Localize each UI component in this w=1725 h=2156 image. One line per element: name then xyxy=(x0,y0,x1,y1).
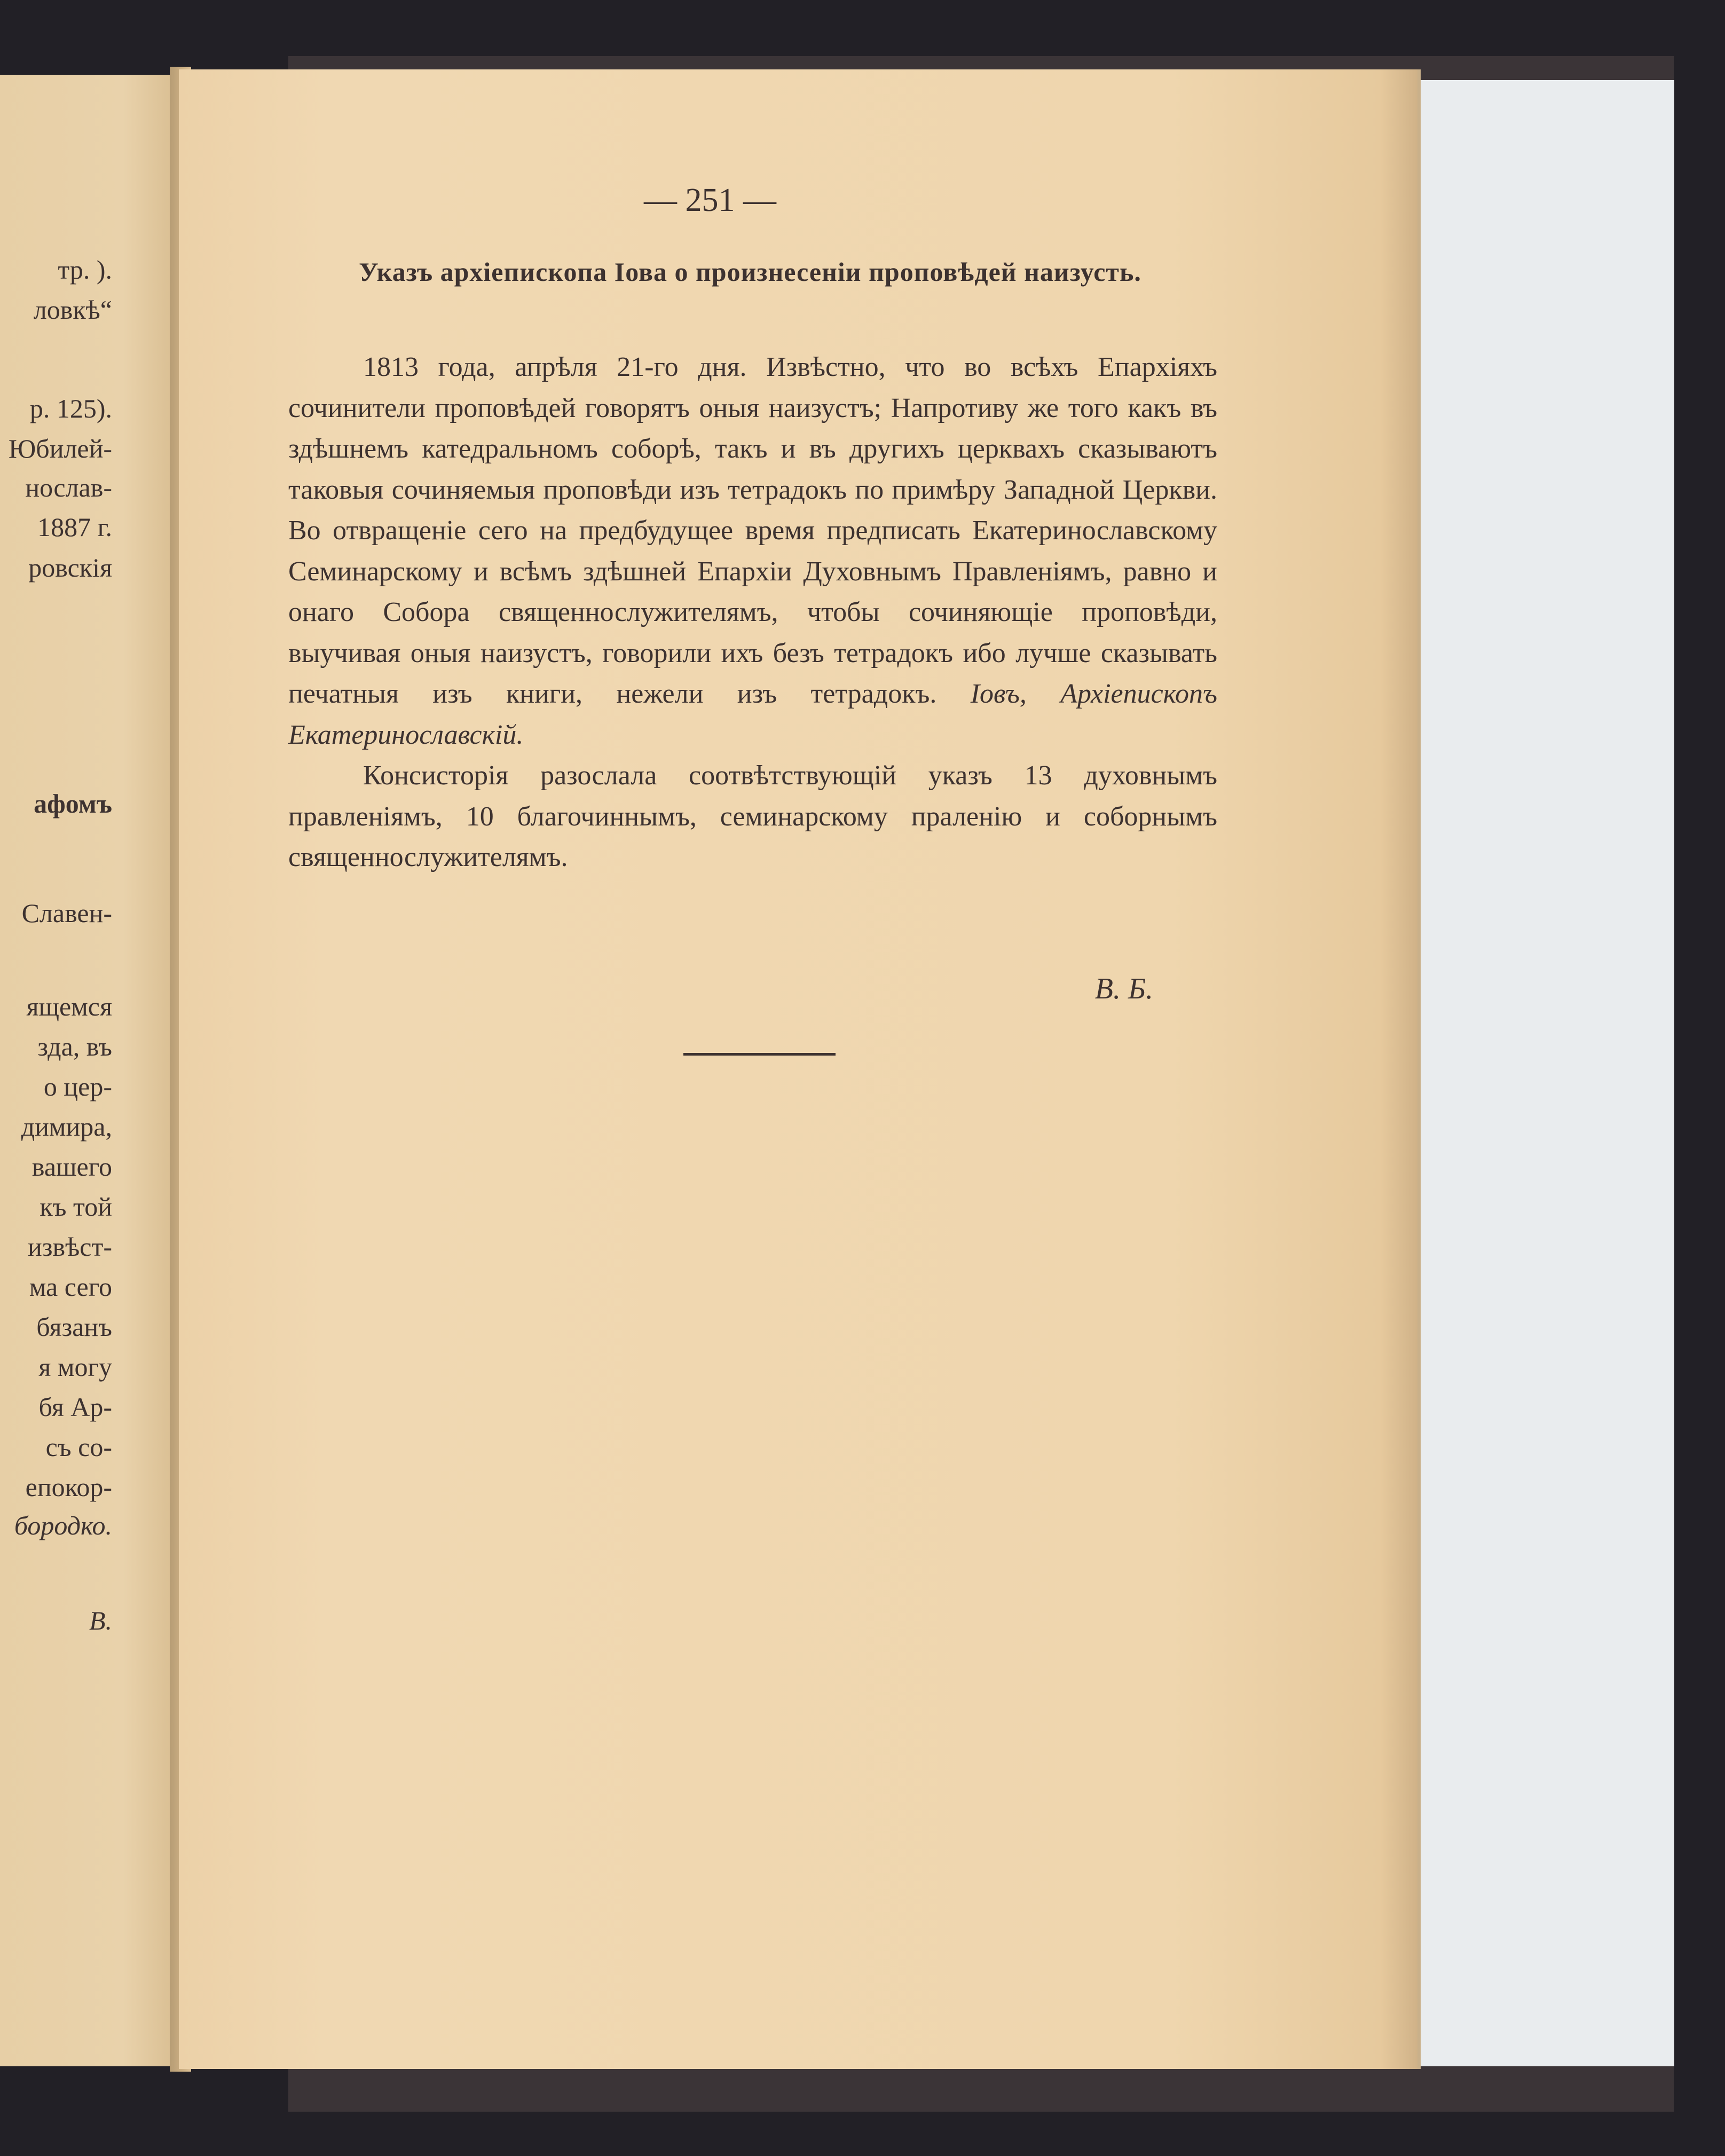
end-divider xyxy=(683,1053,836,1056)
left-page-line: зда, въ xyxy=(37,1032,112,1061)
left-page-line: вашего xyxy=(31,1152,112,1182)
left-page-line: нослав- xyxy=(25,473,112,502)
paragraph-1-signature: Іовъ, Архіепископъ Екатеринославскій. xyxy=(288,679,1218,750)
left-page-line: бязанъ xyxy=(36,1312,112,1342)
left-page-line: тр. ). xyxy=(58,255,112,285)
paragraph-1 xyxy=(288,347,1217,756)
left-page-line: димира, xyxy=(21,1112,112,1142)
left-page-line: В. xyxy=(89,1606,112,1635)
left-page-line: Славен- xyxy=(21,898,112,928)
article-title: Указъ архіепископа Іова о произнесеніи проповѣдей наизусть. xyxy=(359,257,1141,287)
left-page-line: къ той xyxy=(40,1192,112,1222)
page-number: — 251 — xyxy=(644,182,776,218)
left-page-line: ловкѣ“ xyxy=(33,295,112,325)
paragraph-1-text: 1813 года, апрѣля 21-го дня. Извѣстно, что во всѣхъ Епархіяхъ сочинители проповѣдей говорятъ оныя наизустъ; Напротиву же того какъ въ здѣшнемъ катедральномъ соборѣ, такъ и въ другихъ церквахъ сказываютъ таковыя сочиняемыя проповѣди изъ тетрадокъ по примѣру Западной Церкви. Во отвращеніе сего на предбудущее время предписать Екатеринославскому Семинарскому и всѣмъ здѣшней Епархіи Духовнымъ Правленіямъ, равно и онаго Собора священнослужителямъ, чтобы сочиняющіе проповѣди, выучивая оныя наизустъ, говорили ихъ безъ тетрадокъ ибо лучше сказывать печатныя изъ книги, нежели изъ тетрадокъ. xyxy=(288,352,1217,709)
author-initials: В. Б. xyxy=(1094,972,1153,1005)
article-body xyxy=(288,347,1217,878)
left-page-line: извѣст- xyxy=(28,1232,112,1262)
left-page xyxy=(0,75,176,2066)
left-page-line: р. 125). xyxy=(29,394,112,423)
left-page-line: съ со- xyxy=(45,1432,112,1462)
left-page-line: ровскія xyxy=(28,553,112,583)
left-page-line: 1887 г. xyxy=(37,512,112,542)
blank-sheet xyxy=(1415,80,1674,2066)
left-page-line: афомъ xyxy=(34,789,112,819)
left-page-line: я могу xyxy=(38,1352,112,1382)
left-page-line: ма сего xyxy=(29,1272,112,1302)
left-page-line: бя Ар- xyxy=(38,1392,112,1422)
left-page-line: Юбилей- xyxy=(8,434,112,463)
paragraph-2: Консисторія разослала соотвѣтствующій указъ 13 духовнымъ правленіямъ, 10 благочиннымъ, семинарскому праленію и соборнымъ священнослужителямъ. xyxy=(288,760,1217,872)
left-page-line: о цер- xyxy=(43,1072,112,1101)
left-page-line: епокор- xyxy=(25,1472,112,1502)
left-page-line: ящемся xyxy=(26,992,112,1021)
left-page-line: бородко. xyxy=(14,1510,112,1540)
